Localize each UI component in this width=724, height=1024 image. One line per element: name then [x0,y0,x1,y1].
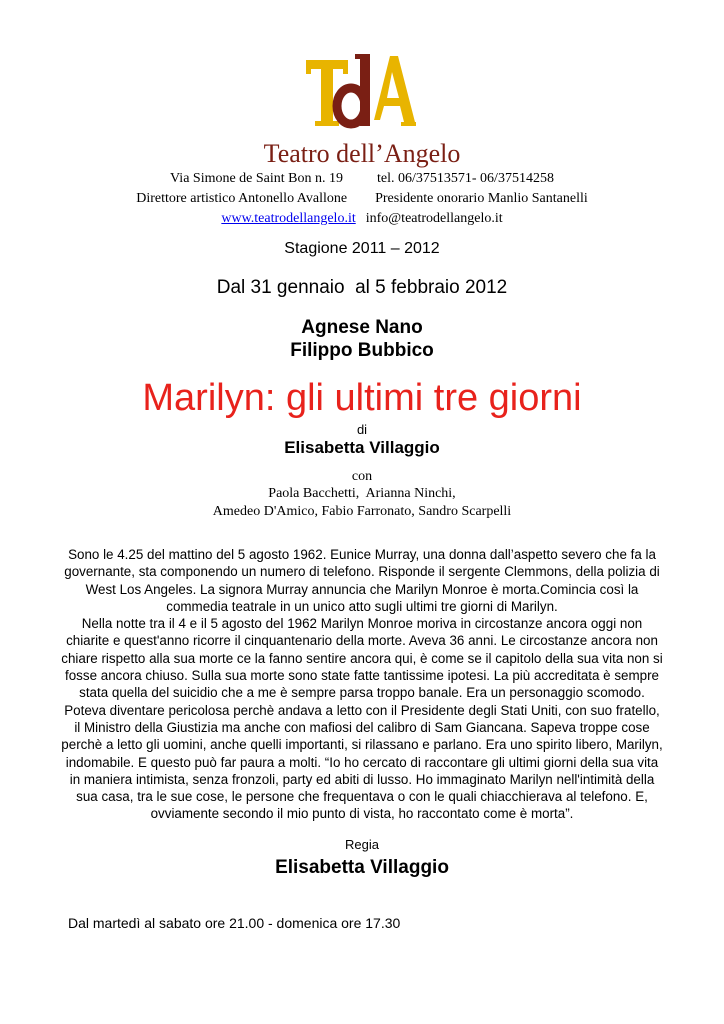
honorary-president: Presidente onorario Manlio Santanelli [375,191,588,206]
direction-label: Regia [345,837,379,852]
play-title: Marilyn: gli ultimi tre giorni [142,377,582,419]
with-label: con [351,469,373,484]
artistic-director: Direttore artistico Antonello Avallone [136,191,348,206]
cast-line-1: Paola Bacchetti, Arianna Ninchi, [268,486,456,501]
play-synopsis [60,546,664,823]
management-line [0,191,724,207]
address-line [0,171,724,187]
email-address: info@teatrodellangelo.it [365,211,503,226]
phone-numbers: tel. 06/37513571- 06/37514258 [377,171,554,186]
director-name: Elisabetta Villaggio [275,857,449,878]
show-schedule: Dal martedì al sabato ore 21.00 - domenica ore 17.30 [68,915,401,931]
theater-name: Teatro dell’Angelo [263,139,461,168]
lead-actor-2: Filippo Bubbico [290,340,434,361]
street-address: Via Simone de Saint Bon n. 19 [170,171,344,186]
season-label: Stagione 2011 – 2012 [284,240,440,257]
synopsis-paragraph-1: Sono le 4.25 del mattino del 5 agosto 1962. Eunice Murray, una donna dall’aspetto severo che fa la governante, sta componendo un numero di telefono. Risponde il sergente Clemmons, della polizia di West Los Angeles. La signora Murray annuncia che Marilyn Monroe è morta.Comincia così la commedia teatrale in un unico atto sugli ultimi tre giorni di Marilyn. [64,547,660,614]
cast-line-2: Amedeo D'Amico, Fabio Farronato, Sandro Scarpelli [212,504,512,519]
contact-line [0,211,724,227]
teatro-dell-angelo-logo [304,52,416,132]
lead-actor-1: Agnese Nano [301,317,423,338]
website-link[interactable]: www.teatrodellangelo.it [221,211,356,226]
by-label: di [356,422,368,437]
synopsis-paragraph-2: Nella notte tra il 4 e il 5 agosto del 1962 Marilyn Monroe moriva in circostanze ancora oggi non chiarite e quest'anno ricorre il cinquantenario della morte. Aveva 36 anni. Le circostanze ancora non chiare rispetto alla sua morte ce la fanno sentire ancora qui, è come se il capitolo della sua vita non si fosse ancora chiuso. Sulla sua morte sono state fatte tantissime ipotesi. La più accreditata è sempre stata quella del suicidio che a me è sempre parsa troppo banale. Era un personaggio scomodo. Poteva diventare pericolosa perchè andava a letto con il Presidente degli Stati Uniti, con suo fratello, il Ministro della Giustizia ma anche con mafiosi del calibro di Sam Giancana. Sapeva troppe cose perchè a letto gli uomini, anche quelli importanti, si rilassano e parlano. Era uno spirito libero, Marilyn, indomabile. E questo può far paura a molti. “Io ho cercato di raccontare gli ultimi giorni della sua vita in maniera intimista, senza fronzoli, party ed abiti di lusso. Ho immaginato Marilyn nell'intimità della sua casa, tra le sue cose, le persone che frequentava o con le quali chiacchierava al telefono. E, ovviamente secondo il mio punto di vista, ho raccontato come è morta”. [61,616,663,822]
logo-letter-a [374,56,416,126]
play-author: Elisabetta Villaggio [284,438,440,457]
event-dates: Dal 31 gennaio al 5 febbraio 2012 [216,277,508,298]
